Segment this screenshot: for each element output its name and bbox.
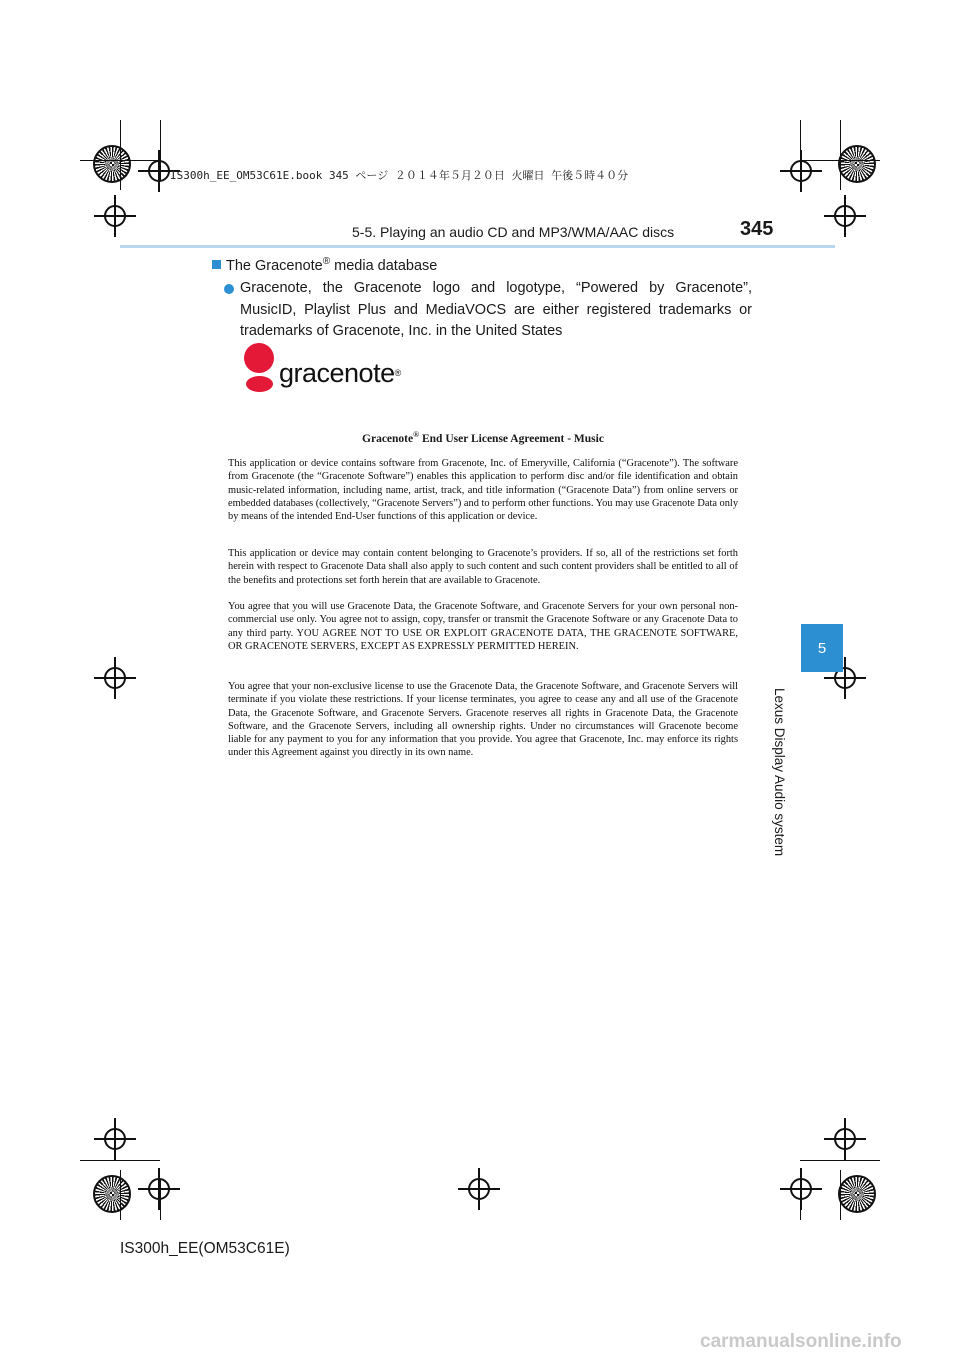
- heading-suffix: media database: [330, 257, 438, 274]
- crosshair-mark: [834, 205, 856, 227]
- crop-line: [800, 1180, 801, 1220]
- heading-prefix: The Gracenote: [226, 257, 323, 274]
- registration-starburst-bottom-right: [838, 1175, 876, 1213]
- crosshair-mark: [104, 1128, 126, 1150]
- gracenote-logo-dot: [244, 343, 274, 373]
- trademark-bullet-text: Gracenote, the Gracenote logo and logotype, “Powered by Gracenote”, MusicID, Playlist Plus and MediaVOCS are either registered trademarks or trademarks of Gracenote, Inc. in the United States: [240, 280, 752, 339]
- square-bullet-icon: [212, 260, 221, 269]
- header-rule: [120, 245, 835, 248]
- crosshair-mark: [834, 1128, 856, 1150]
- eula-paragraph: This application or device contains software from Gracenote, Inc. of Emeryville, California (“Gracenote”). The software from Gracenote (the “Gracenote Software”) enables this application to perform disc and/or file identification and obtain music-related information, including name, artist, track, and title information (“Gracenote Data”) from online servers or embedded databases (collectively, “Gracenote Servers”) and to perform other functions. You may use Gracenote Data only by means of the intended End-User functions of this application or device.: [228, 458, 739, 523]
- crop-line: [800, 160, 880, 161]
- crop-line: [80, 1160, 160, 1161]
- logo-registered-mark: ®: [394, 368, 401, 378]
- crop-line: [120, 1170, 121, 1220]
- registered-mark: ®: [322, 256, 331, 267]
- crosshair-mark: [148, 160, 170, 182]
- gracenote-logo-wordmark: [279, 358, 401, 389]
- crosshair-mark: [790, 160, 812, 182]
- watermark: carmanualsonline.info: [700, 1331, 902, 1352]
- crop-line: [800, 1160, 880, 1161]
- page-number: 345: [740, 218, 774, 240]
- crosshair-mark: [790, 1178, 812, 1200]
- registration-starburst-top-left: [93, 145, 131, 183]
- crop-line: [80, 160, 160, 161]
- book-info-line: IS300h_EE_OM53C61E.book 345 ページ ２０１４年５月２０日 火曜日 午後５時４０分: [170, 169, 629, 182]
- circle-bullet-icon: [224, 284, 234, 294]
- chapter-number: 5: [817, 640, 827, 657]
- crop-line: [120, 120, 121, 190]
- crop-line: [800, 120, 801, 180]
- eula-title-suffix: End User License Agreement - Music: [419, 432, 604, 445]
- crop-line: [840, 120, 841, 190]
- eula-registered-mark: ®: [413, 430, 420, 439]
- eula-title: [228, 430, 738, 445]
- crosshair-mark: [104, 667, 126, 689]
- eula-paragraph: This application or device may contain content belonging to Gracenote’s providers. If so, all of the restrictions set forth herein with respect to Gracenote Data shall also apply to such content and such content providers shall be entitled to all of the benefits and protections set forth herein that are available to Gracenote.: [228, 548, 738, 586]
- crop-line: [160, 1180, 161, 1220]
- eula-paragraph: You agree that your non-exclusive license to use the Gracenote Data, the Gracenote Software, and Gracenote Servers will terminate if you violate these restrictions. If your license terminates, you agree to cease any and all use of the Gracenote Data, the Gracenote Software, and Gracenote Servers. Gracenote reserves all rights in Gracenote Data, the Gracenote Software, and the Gracenote Servers, including all ownership rights. Under no circumstances will Gracenote become liable for any payment to you for any information that you provide. You agree that Gracenote, Inc. may enforce its rights under this Agreement against you directly in its own name.: [228, 681, 738, 759]
- chapter-label: Lexus Display Audio system: [772, 688, 787, 857]
- gracenote-logo-base: [246, 376, 273, 392]
- model-code: IS300h_EE(OM53C61E): [120, 1240, 290, 1257]
- crop-line: [840, 1170, 841, 1220]
- crosshair-mark: [104, 205, 126, 227]
- section-header-title: 5-5. Playing an audio CD and MP3/WMA/AAC discs: [352, 224, 675, 240]
- crosshair-mark: [148, 1178, 170, 1200]
- crosshair-mark: [468, 1178, 490, 1200]
- registration-starburst-top-right: [838, 145, 876, 183]
- logo-wordmark-text: gracenote: [279, 358, 395, 388]
- crop-line: [160, 120, 161, 180]
- eula-title-prefix: Gracenote: [362, 432, 414, 445]
- section-heading: [212, 256, 437, 274]
- registration-starburst-bottom-left: [93, 1175, 131, 1213]
- eula-paragraph: You agree that you will use Gracenote Data, the Gracenote Software, and Gracenote Servers for your own personal non-commercial use only. You agree not to assign, copy, transfer or transmit the Gracenote Software or any Gracenote Data to any third party. YOU AGREE NOT TO USE OR EXPLOIT GRACENOTE DATA, THE GRACENOTE SOFTWARE, OR GRACENOTE SERVERS, EXCEPT AS EXPRESSLY PERMITTED HEREIN.: [228, 601, 738, 652]
